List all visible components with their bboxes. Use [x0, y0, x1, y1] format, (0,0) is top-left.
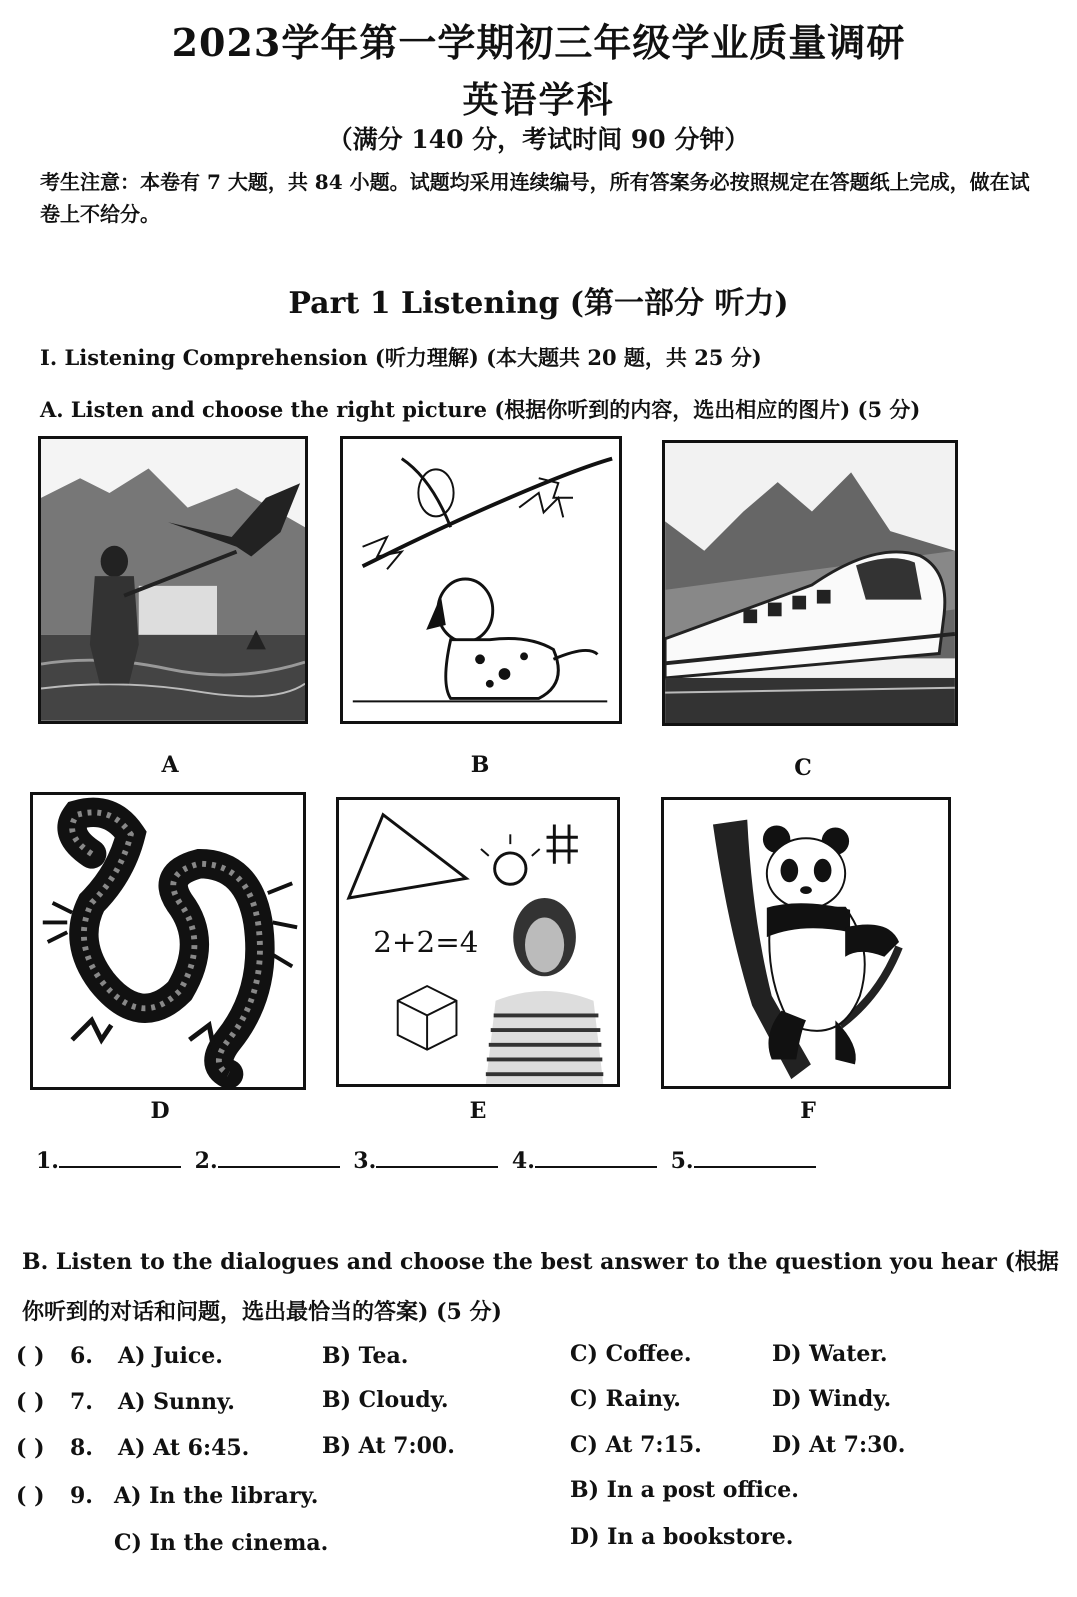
exam-notice: 考生注意：本卷有 7 大题，共 84 小题。试题均采用连续编号，所有答案务必按照规定在答题纸上完成，做在试卷上不给分。 [40, 170, 1030, 226]
picture-f [661, 797, 951, 1089]
q6-option-d: D) Water. [772, 1341, 888, 1367]
q9-option-b: B) In a post office. [570, 1477, 799, 1503]
picture-d-label: D [150, 1098, 170, 1124]
q7-option-d: D) Windy. [772, 1386, 892, 1412]
picture-d [30, 792, 306, 1090]
picture-f-label: F [800, 1098, 816, 1124]
picture-a [38, 436, 308, 724]
q6-option-c: C) Coffee. [570, 1341, 692, 1367]
q7-bracket[interactable]: ( ) [16, 1389, 45, 1415]
blank-5[interactable] [694, 1144, 816, 1168]
svg-text:2+2=4: 2+2=4 [373, 924, 479, 959]
q7-option-c: C) Rainy. [570, 1386, 681, 1412]
section-b-heading: B. Listen to the dialogues and choose the best answer to the question you hear (根据你听到的对话和问题，选出最恰当的答案) (5 分) [22, 1249, 1059, 1325]
subject-title: 英语学科 [462, 79, 615, 121]
picture-a-label: A [161, 752, 179, 778]
q8-option-d: D) At 7:30. [772, 1432, 906, 1458]
blank-3[interactable] [376, 1144, 498, 1168]
q7-number: 7. [70, 1389, 93, 1415]
exam-title: 2023学年第一学期初三年级学业质量调研 [171, 20, 906, 65]
picture-e [336, 797, 620, 1087]
answer-blanks [36, 1144, 822, 1174]
dog-under-tree-picture-icon [343, 439, 619, 721]
section-i-heading: I. Listening Comprehension (听力理解) (本大题共 20 题，共 25 分) [40, 345, 762, 370]
picture-e-label: E [469, 1098, 487, 1124]
high-speed-train-picture-icon [665, 443, 955, 723]
q8-option-a: A) At 6:45. [118, 1435, 250, 1461]
q9-option-a: A) In the library. [114, 1483, 319, 1509]
score-time: （满分 140 分，考试时间 90 分钟） [327, 125, 750, 154]
blank-1[interactable] [59, 1144, 181, 1168]
blank-3-label: 3. [353, 1148, 377, 1174]
q6-number: 6. [70, 1343, 93, 1369]
q9-option-c: C) In the cinema. [114, 1530, 329, 1556]
girl-math-picture-icon [339, 800, 617, 1084]
q6-option-a: A) Juice. [118, 1343, 223, 1369]
q8-bracket[interactable]: ( ) [16, 1435, 45, 1461]
blank-4-label: 4. [511, 1148, 535, 1174]
part1-title: Part 1 Listening (第一部分 听力) [288, 286, 789, 321]
blank-5-label: 5. [670, 1148, 694, 1174]
picture-b [340, 436, 622, 724]
q8-option-b: B) At 7:00. [322, 1433, 455, 1459]
q9-bracket[interactable]: ( ) [16, 1483, 45, 1509]
q7-option-b: B) Cloudy. [322, 1387, 449, 1413]
blank-1-label: 1. [36, 1148, 59, 1174]
q8-option-c: C) At 7:15. [570, 1432, 702, 1458]
q9-number: 9. [70, 1483, 93, 1509]
picture-b-label: B [470, 752, 490, 778]
chinese-dragon-picture-icon [33, 795, 303, 1087]
blank-2[interactable] [218, 1144, 340, 1168]
q9-option-d: D) In a bookstore. [570, 1524, 794, 1550]
q6-option-b: B) Tea. [322, 1343, 409, 1369]
blank-4[interactable] [535, 1144, 657, 1168]
q7-option-a: A) Sunny. [118, 1389, 235, 1415]
picture-c [662, 440, 958, 726]
section-a-heading: A. Listen and choose the right picture (根据你听到的内容，选出相应的图片) (5 分) [40, 397, 921, 422]
q6-bracket[interactable]: ( ) [16, 1343, 45, 1369]
blank-2-label: 2. [194, 1148, 218, 1174]
picture-c-label: C [794, 755, 812, 781]
panda-on-tree-picture-icon [664, 800, 948, 1086]
q8-number: 8. [70, 1435, 93, 1461]
eagle-hunter-picture-icon [41, 439, 305, 721]
